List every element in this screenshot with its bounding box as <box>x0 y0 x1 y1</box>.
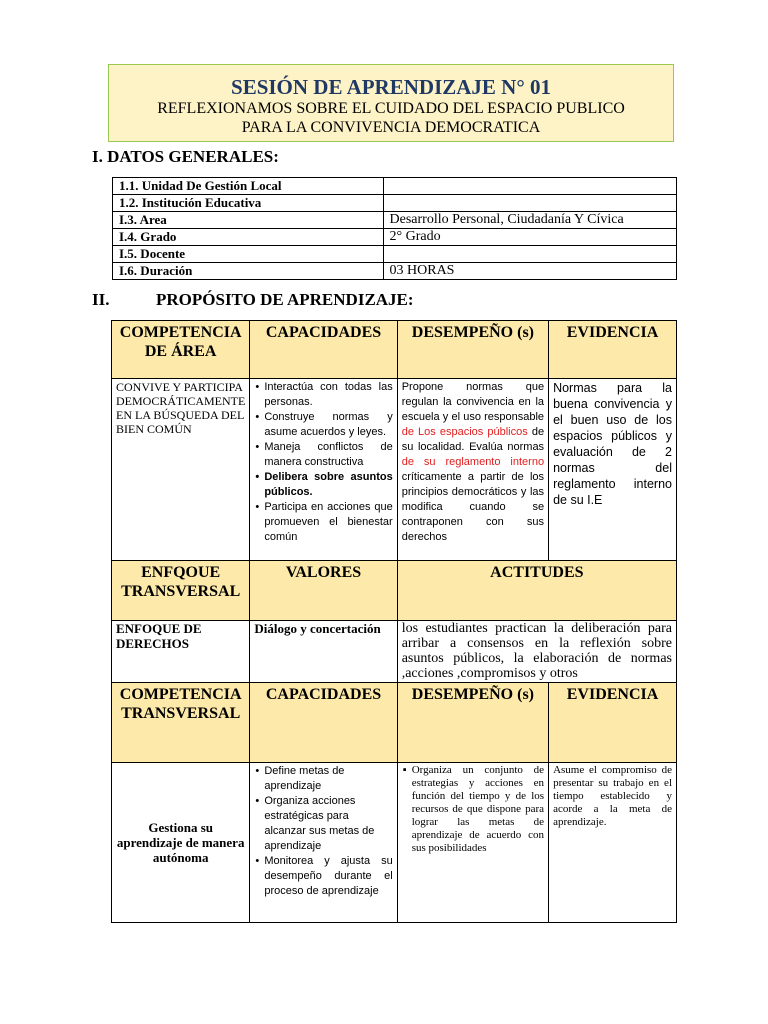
list-item: • Delibera sobre asuntos públicos. <box>264 470 392 500</box>
label-duracion: I.6. Duración <box>113 263 384 280</box>
capacidades-list <box>250 379 397 561</box>
table-row <box>113 178 677 195</box>
subtitle-line-1: REFLEXIONAMOS SOBRE EL CUIDADO DEL ESPACIO PUBLICO <box>157 100 625 117</box>
table-row <box>113 229 677 246</box>
header-valores: VALORES <box>250 561 397 621</box>
table-header-row <box>112 321 677 379</box>
list-item: • Interactúa con todas las personas. <box>264 380 392 410</box>
section-2-heading: PROPÓSITO DE APRENDIZAJE: <box>156 290 414 309</box>
evidencia-transversal-text: Asume el compromiso de presentar su trabajo en el tiempo establecido y acorde a la meta de aprendizaje. <box>549 763 677 923</box>
table-header-row <box>112 561 677 621</box>
header-competencia-area: COMPETENCIA DE ÁREA <box>112 321 250 379</box>
header-enfoque: ENFQOUE TRANSVERSAL <box>112 561 250 621</box>
list-item: • Participa en acciones que promueven el bienestar común <box>264 500 392 545</box>
label-ugel: 1.1. Unidad De Gestión Local <box>113 178 384 195</box>
competencia-transversal-text: Gestiona su aprendizaje de manera autónoma <box>112 763 250 923</box>
table-header-row <box>112 683 677 763</box>
list-item: • Maneja conflictos de manera constructiva <box>264 440 392 470</box>
subtitle-line-2: PARA LA CONVIVENCIA DEMOCRATICA <box>241 119 541 136</box>
section-2-heading-number: II. <box>92 290 110 309</box>
label-grado: I.4. Grado <box>113 229 384 246</box>
enfoque-text: ENFOQUE DE DERECHOS <box>112 621 250 683</box>
table-row <box>113 212 677 229</box>
table-row <box>113 195 677 212</box>
label-area: I.3. Area <box>113 212 384 229</box>
value-grado: 2° Grado <box>383 229 676 246</box>
table-row <box>113 263 677 280</box>
header-desempeno: DESEMPEÑO (s) <box>397 321 548 379</box>
desempeno-text <box>397 379 548 561</box>
header-competencia-transversal: COMPETENCIA TRANSVERSAL <box>112 683 250 763</box>
list-item: • Organiza acciones estratégicas para alcanzar sus metas de aprendizaje <box>264 794 392 854</box>
list-item: • Construye normas y asume acuerdos y leyes. <box>264 410 392 440</box>
desempeno-part-c: críticamente a partir de los principios democráticos y las modifica cuando se contraponen con sus derechos <box>401 471 545 543</box>
value-area: Desarrollo Personal, Ciudadanía Y Cívica <box>383 212 676 229</box>
capacidades-transversal-list <box>250 763 397 923</box>
list-item: ▪ Organiza un conjunto de estrategias y acciones en función del tiempo y de los recursos de que dispone para lograr las metas de aprendizaje de acuerdo con sus posibilidades <box>412 764 544 855</box>
desempeno-part-b: de su localidad. Evalúa normas <box>401 426 545 453</box>
title-box <box>108 64 674 142</box>
header-evidencia: EVIDENCIA <box>549 321 677 379</box>
competencia-area-text: CONVIVE Y PARTICIPA DEMOCRÁTICAMENTE EN LA BÚSQUEDA DEL BIEN COMÚN <box>112 379 250 561</box>
valores-text: Diálogo y concertación <box>250 621 397 683</box>
value-institucion <box>383 195 676 212</box>
desempeno-highlight-2: de su reglamento interno <box>401 456 545 468</box>
list-item: • Define metas de aprendizaje <box>264 764 392 794</box>
value-ugel <box>383 178 676 195</box>
learning-purpose-table <box>111 320 677 923</box>
general-data-table <box>112 177 677 280</box>
header-capacidades-2: CAPACIDADES <box>250 683 397 763</box>
desempeno-transversal <box>397 763 548 923</box>
table-row <box>112 621 677 683</box>
header-desempeno-2: DESEMPEÑO (s) <box>397 683 548 763</box>
desempeno-highlight-1: de Los espacios públicos <box>401 426 528 438</box>
evidencia-text: Normas para la buena convivencia y el buen uso de los espacios públicos y evaluación de 2 normas del reglamento interno de su I.E <box>549 379 677 561</box>
header-evidencia-2: EVIDENCIA <box>549 683 677 763</box>
actitudes-text: los estudiantes practican la deliberación para arribar a consensos en la reflexión sobre asuntos públicos, la elaboración de normas ,acciones ,compromisos y otros <box>397 621 676 683</box>
value-duracion: 03 HORAS <box>383 263 676 280</box>
section-1-heading: I. DATOS GENERALES: <box>92 147 279 166</box>
label-institucion: 1.2. Institución Educativa <box>113 195 384 212</box>
desempeno-part-a: Propone normas que regulan la convivencia en la escuela y el uso responsable <box>401 381 545 423</box>
header-actitudes: ACTITUDES <box>397 561 676 621</box>
table-row <box>113 246 677 263</box>
table-row <box>112 379 677 561</box>
label-docente: I.5. Docente <box>113 246 384 263</box>
table-row <box>112 763 677 923</box>
value-docente <box>383 246 676 263</box>
header-capacidades: CAPACIDADES <box>250 321 397 379</box>
page-title: SESIÓN DE APRENDIZAJE N° 01 <box>231 75 551 99</box>
list-item: • Monitorea y ajusta su desempeño durante el proceso de aprendizaje <box>264 854 392 899</box>
